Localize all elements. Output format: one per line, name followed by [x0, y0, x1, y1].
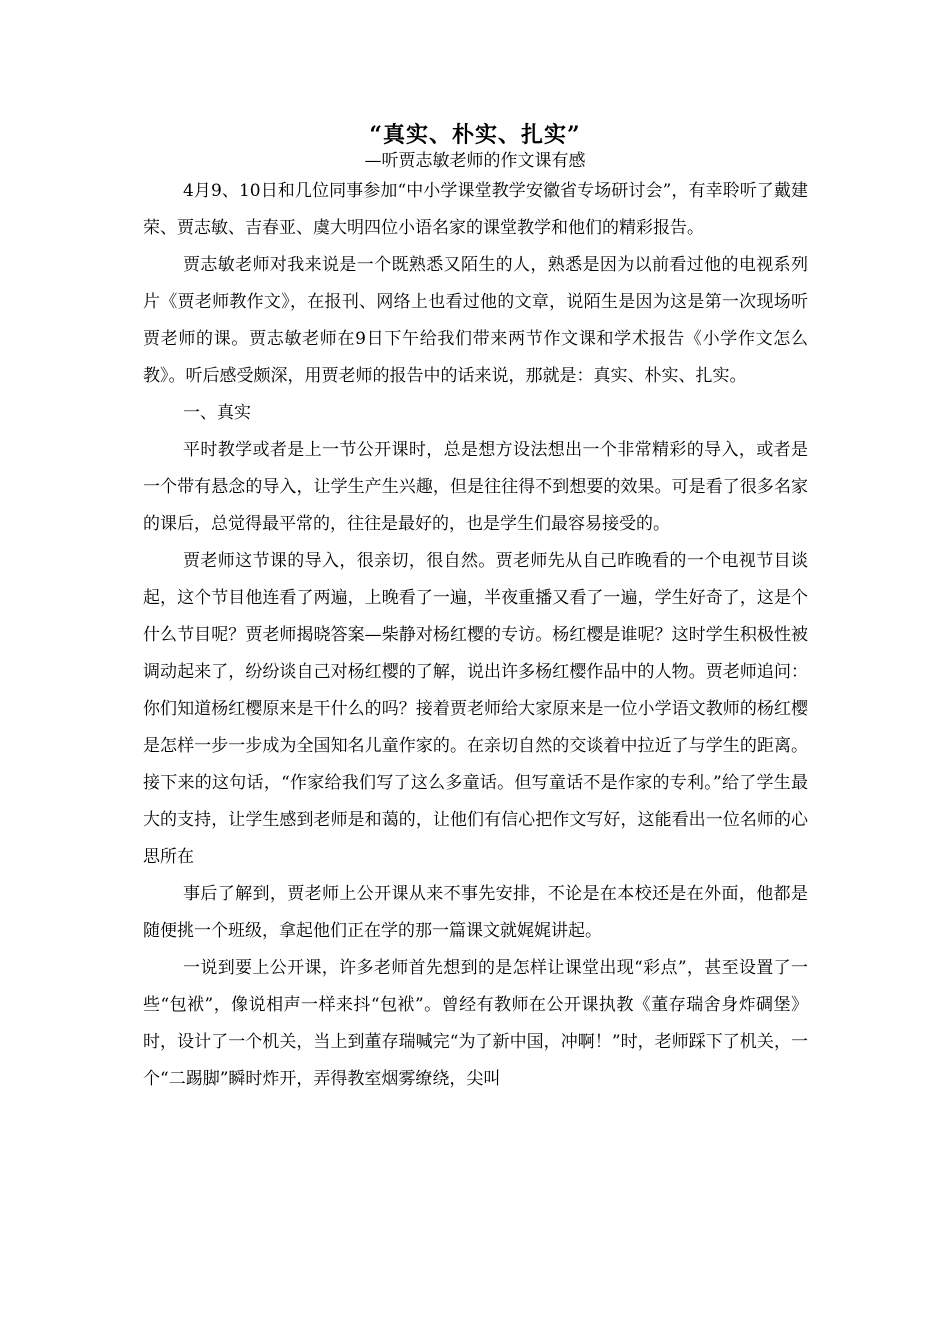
paragraph-intro: 4月9、10日和几位同事参加“中小学课堂教学安徽省专场研讨会”，有幸聆听了戴建荣、贾志敏、吉春亚、虞大明四位小语名家的课堂教学和他们的精彩报告。 [143, 181, 808, 238]
paragraph-intro-methods: 平时教学或者是上一节公开课时，总是想方设法想出一个非常精彩的导入，或者是一个带有悬念的导入，让学生产生兴趣，但是往往得不到想要的效果。可是看了很多名家的课后，总觉得最平常的，往往是最好的，也是学生们最容易接受的。 [143, 440, 808, 534]
paragraph-no-rehearsal: 事后了解到，贾老师上公开课从来不事先安排，不论是在本校还是在外面，他都是随便挑一个班级，拿起他们正在学的那一篇课文就娓娓讲起。 [143, 884, 808, 941]
section-heading-zhenshi: 一、真实 [183, 403, 251, 423]
document-subtitle: —听贾志敏老师的作文课有感 [364, 151, 586, 171]
paragraph-public-lessons: 一说到要上公开课，许多老师首先想到的是怎样让课堂出现“彩点”，甚至设置了一些“包袱”，像说相声一样来抖“包袱”。曾经有教师在公开课执教《董存瑞舍身炸碉堡》时，设计了一个机关，当上到董存瑞喊完“为了新中国，冲啊！”时，老师踩下了机关，一个“二踢脚”瞬时炸开，弄得教室烟雾缭绕，尖叫 [143, 958, 808, 1089]
document-title: “真实、朴实、扎实” [369, 122, 581, 148]
paragraph-impression: 贾志敏老师对我来说是一个既熟悉又陌生的人，熟悉是因为以前看过他的电视系列片《贾老师教作文》，在报刊、网络上也看过他的文章，说陌生是因为这是第一次现场听贾老师的课。贾志敏老师在9日下午给我们带来两节作文课和学术报告《小学作文怎么教》。听后感受颇深，用贾老师的报告中的话来说，那就是：真实、朴实、扎实。 [143, 255, 808, 386]
document-body [143, 173, 808, 1098]
paragraph-lesson-opening: 贾老师这节课的导入，很亲切，很自然。贾老师先从自己昨晚看的一个电视节目谈起，这个节目他连看了两遍，上晚看了一遍，半夜重播又看了一遍，学生好奇了，这是个什么节目呢？贾老师揭晓答案—柴静对杨红樱的专访。杨红樱是谁呢？这时学生积极性被调动起来了，纷纷谈自己对杨红樱的了解，说出许多杨红樱作品中的人物。贾老师追问：你们知道杨红樱原来是干什么的吗？接着贾老师给大家原来是一位小学语文教师的杨红樱是怎样一步一步成为全国知名儿童作家的。在亲切自然的交谈着中拉近了与学生的距离。接下来的这句话，“作家给我们写了这么多童话。但写童话不是作家的专利。”给了学生最大的支持，让学生感到老师是和蔼的，让他们有信心把作文写好，这能看出一位名师的心思所在 [143, 551, 808, 867]
